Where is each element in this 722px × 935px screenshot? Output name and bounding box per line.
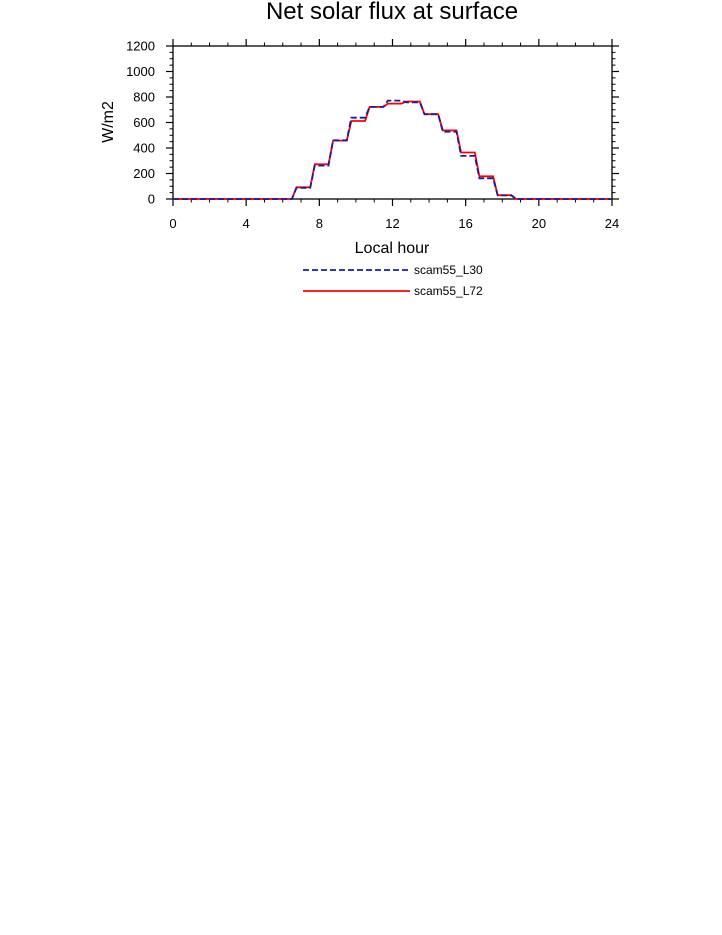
y-tick-label: 800	[133, 89, 155, 105]
series-lines	[173, 101, 612, 199]
minor-ticks	[170, 43, 616, 203]
x-tick-label: 20	[531, 216, 547, 231]
major-ticks	[166, 39, 619, 206]
y-tick-labels	[126, 39, 155, 207]
legend-label: scam55_L72	[414, 284, 483, 298]
legend-label: scam55_L30	[414, 263, 483, 277]
x-tick-label: 0	[169, 216, 177, 231]
series-line-scam55-l30	[173, 101, 612, 199]
x-tick-label: 16	[458, 216, 473, 231]
y-tick-label: 400	[133, 140, 155, 156]
x-tick-label: 8	[315, 216, 323, 231]
y-axis-title: W/m2	[100, 101, 117, 143]
chart-title: Net solar flux at surface	[265, 0, 519, 25]
y-tick-label: 1000	[126, 64, 155, 79]
series-line-scam55-l72	[173, 102, 612, 200]
x-tick-label: 4	[242, 216, 250, 231]
x-tick-label: 24	[604, 216, 620, 231]
x-axis-title: Local hour	[354, 240, 430, 257]
y-tick-label: 0	[147, 191, 155, 207]
legend	[303, 263, 483, 298]
x-tick-labels	[169, 216, 619, 231]
x-tick-label: 12	[385, 216, 400, 231]
y-tick-label: 1200	[126, 38, 155, 54]
y-tick-label: 200	[133, 166, 155, 181]
y-tick-label: 600	[133, 115, 155, 130]
plot-frame	[173, 46, 612, 199]
